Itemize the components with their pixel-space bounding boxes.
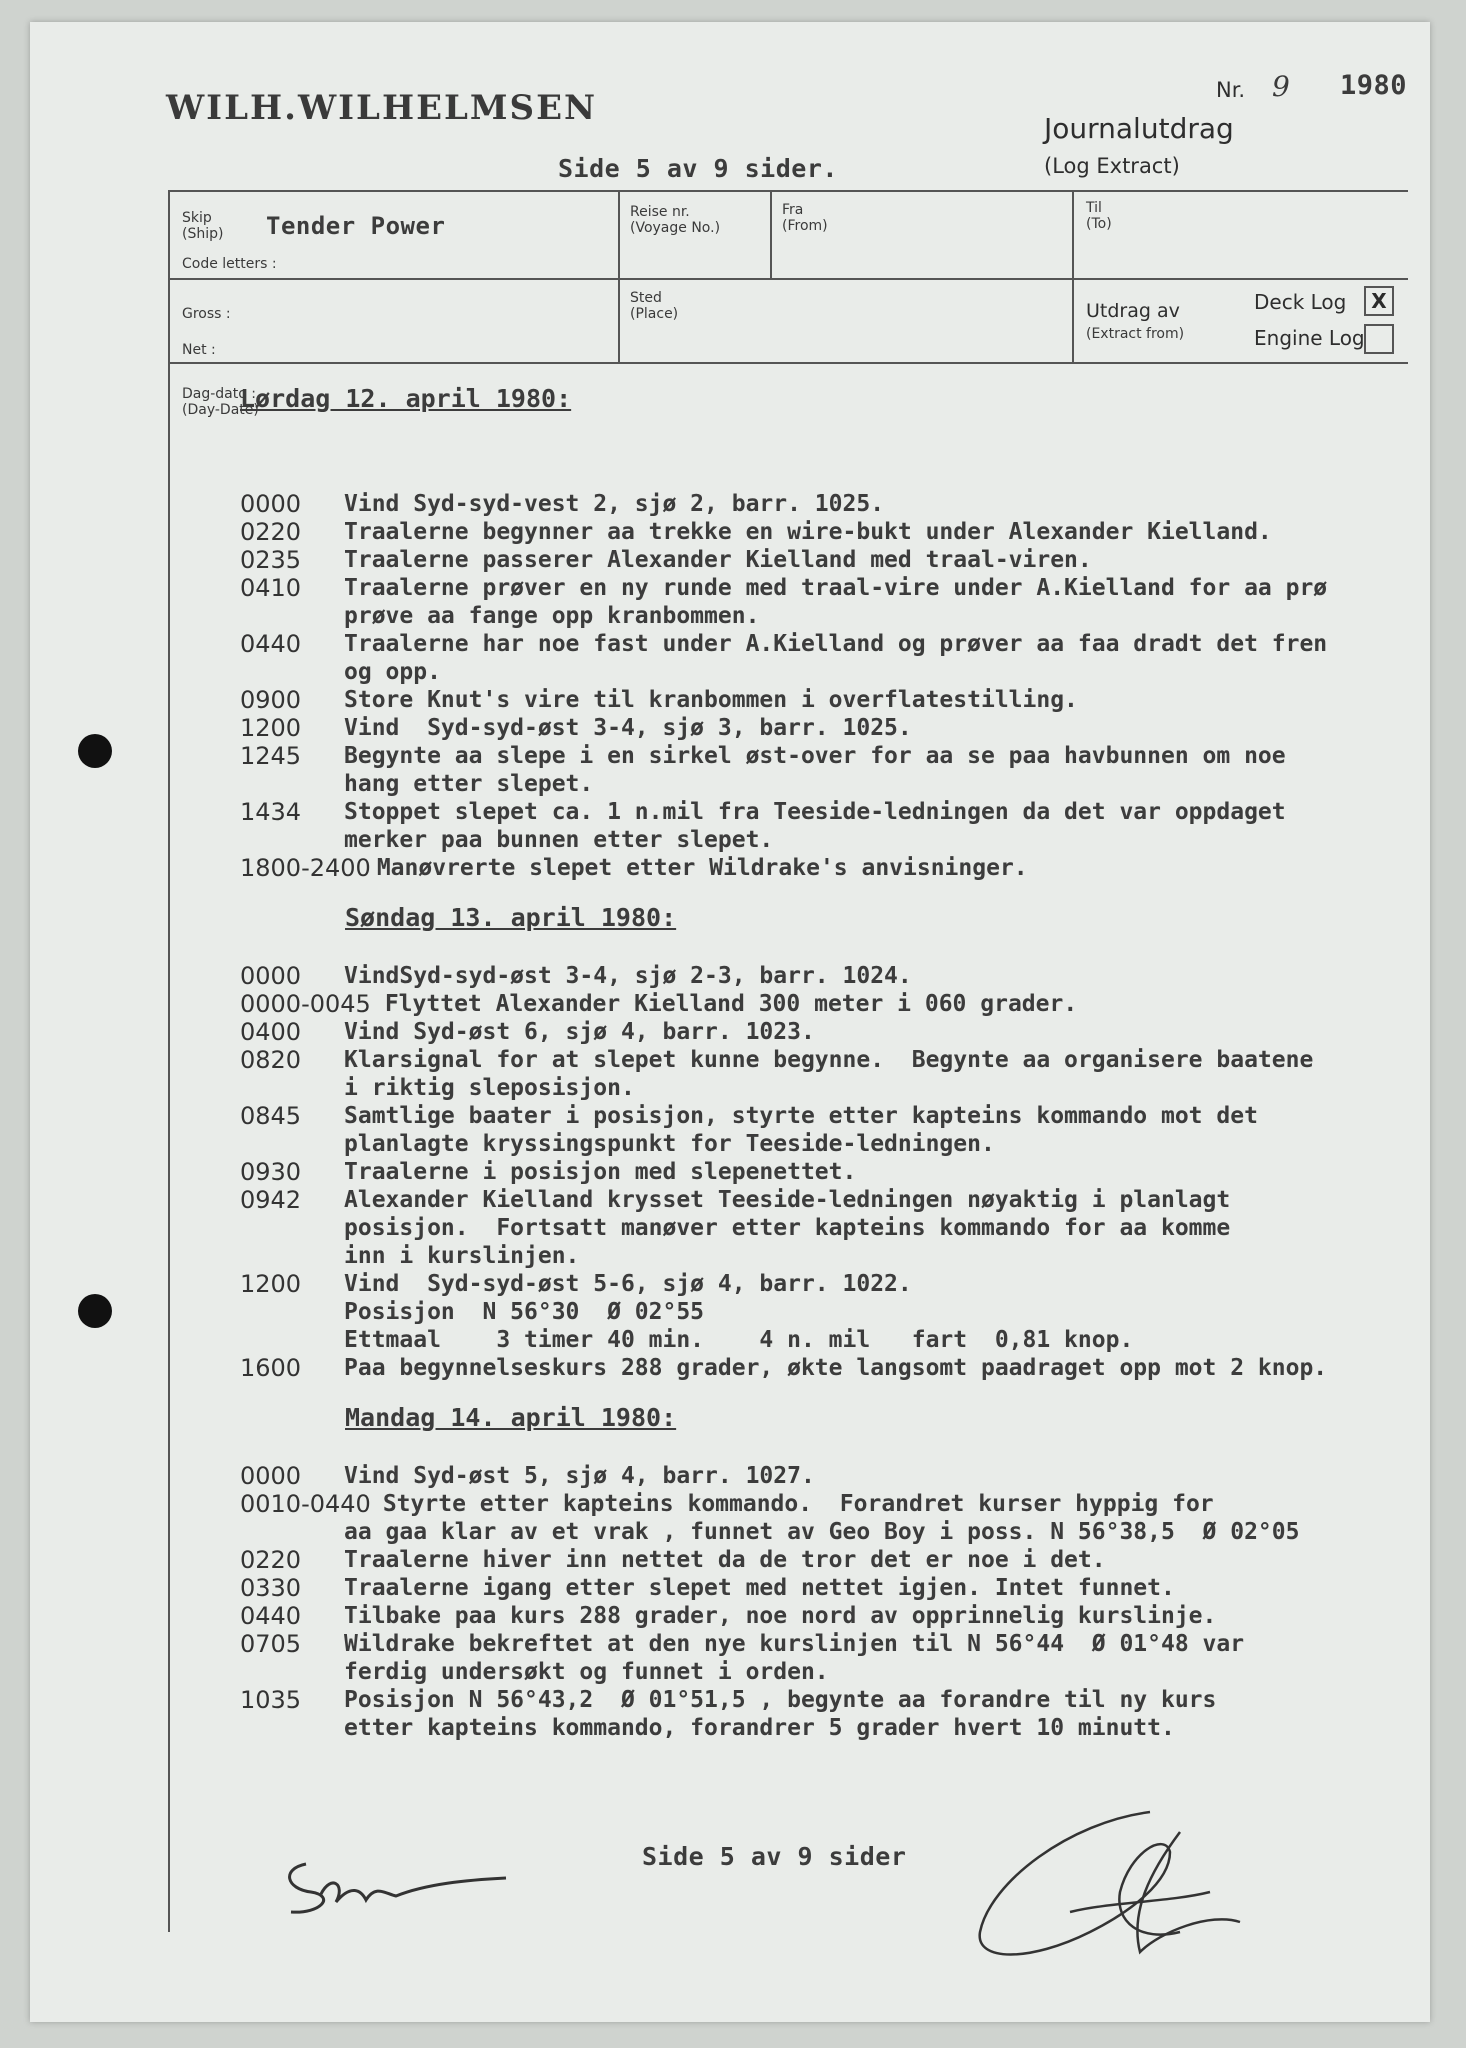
log-entry: 0220 Traalerne hiver inn nettet da de tror det er noe i det. — [240, 1546, 1106, 1574]
log-entry: 0235 Traalerne passerer Alexander Kielland med traal-viren. — [240, 546, 1092, 574]
log-entry: 0942 Alexander Kielland krysset Teeside-ledningen nøyaktig i planlagt — [240, 1186, 1231, 1214]
log-entry-cont: hang etter slepet. — [344, 771, 594, 797]
form-col-1 — [618, 190, 620, 362]
log-entry-cont: og opp. — [344, 659, 441, 685]
day-date-label: Dag-dato : (Day-Date) — [182, 386, 259, 418]
log-entry: 1600 Paa begynnelseskurs 288 grader, økte langsomt paadraget opp mot 2 knop. — [240, 1354, 1328, 1382]
log-entry: 0410 Traalerne prøver en ny runde med traal-vire under A.Kielland for aa prø — [240, 574, 1328, 602]
gross-label: Gross : — [182, 306, 231, 322]
log-entry-cont: planlagte kryssingspunkt for Teeside-ledningen. — [344, 1131, 995, 1157]
form-divider-2 — [168, 278, 1408, 280]
page-subtitle: (Log Extract) — [1044, 154, 1180, 178]
log-entry: 0000 VindSyd-syd-øst 3-4, sjø 2-3, barr. 1024. — [240, 962, 912, 990]
log-entry: 0010-0440 Styrte etter kapteins kommando. Forandret kurser hyppig for — [240, 1490, 1214, 1518]
log-entry: 0440 Tilbake paa kurs 288 grader, noe nord av opprinnelig kurslinje. — [240, 1602, 1217, 1630]
from-label: Fra (From) — [782, 202, 828, 234]
log-entry-cont: etter kapteins kommando, forandrer 5 grader hvert 10 minutt. — [344, 1715, 1175, 1741]
year: 1980 — [1340, 70, 1408, 101]
extract-from-label-en: (Extract from) — [1086, 326, 1185, 342]
log-entry: 1800-2400 Manøvrerte slepet etter Wildrake's anvisninger. — [240, 854, 1028, 882]
log-entry: 0900 Store Knut's vire til kranbommen i overflatestilling. — [240, 686, 1078, 714]
ship-name: Tender Power — [266, 212, 446, 240]
code-letters-label: Code letters : — [182, 256, 277, 272]
log-entry: 0000-0045 Flyttet Alexander Kielland 300 meter i 060 grader. — [240, 990, 1078, 1018]
deck-log-label: Deck Log — [1254, 290, 1347, 314]
log-entry-cont: Ettmaal 3 timer 40 min. 4 n. mil fart 0,81 knop. — [344, 1327, 1134, 1353]
nr-value: 9 — [1272, 70, 1290, 103]
punch-hole-bottom — [78, 1294, 112, 1328]
day-heading-3: Mandag 14. april 1980: — [345, 1403, 677, 1432]
extract-from-label: Utdrag av — [1086, 300, 1180, 322]
log-entries — [240, 490, 1430, 1742]
log-entry: 0705 Wildrake bekreftet at den nye kurslinjen til N 56°44 Ø 01°48 var — [240, 1630, 1245, 1658]
log-entry: 0845 Samtlige baater i posisjon, styrte etter kapteins kommando mot det — [240, 1102, 1258, 1130]
net-label: Net : — [182, 342, 216, 358]
signature-left — [276, 1854, 516, 1928]
day-heading-1: Lørdag 12. april 1980: — [240, 384, 572, 413]
nr-label: Nr. — [1216, 78, 1246, 102]
log-entry-cont: prøve aa fange opp kranbommen. — [344, 603, 760, 629]
log-entry-cont: merker paa bunnen etter slepet. — [344, 827, 774, 853]
log-entry: 0330 Traalerne igang etter slepet med nettet igjen. Intet funnet. — [240, 1574, 1175, 1602]
log-entry-cont: inn i kurslinjen. — [344, 1243, 580, 1269]
log-entry: 0400 Vind Syd-øst 6, sjø 4, barr. 1023. — [240, 1018, 815, 1046]
day-heading-2: Søndag 13. april 1980: — [345, 903, 677, 932]
log-entry-cont: i riktig sleposisjon. — [344, 1075, 635, 1101]
log-entry: 0440 Traalerne har noe fast under A.Kielland og prøver aa faa dradt det fren — [240, 630, 1328, 658]
page-count-top: Side 5 av 9 sider. — [558, 154, 838, 183]
log-entry-cont: posisjon. Fortsatt manøver etter kapteins kommando for aa komme — [344, 1215, 1231, 1241]
log-sheet — [30, 22, 1430, 2022]
punch-hole-top — [78, 734, 112, 768]
engine-log-checkbox[interactable] — [1364, 324, 1394, 354]
log-entry: 0930 Traalerne i posisjon med slepenettet. — [240, 1158, 857, 1186]
place-label: Sted (Place) — [630, 290, 679, 322]
form-col-2 — [770, 190, 772, 278]
log-entry: 0000 Vind Syd-syd-vest 2, sjø 2, barr. 1025. — [240, 490, 885, 518]
page-count-bottom: Side 5 av 9 sider — [642, 1842, 907, 1871]
page-title: Journalutdrag — [1044, 112, 1234, 145]
form-divider-1 — [168, 190, 1408, 192]
engine-log-label: Engine Log — [1254, 326, 1365, 350]
log-entry-cont: Posisjon N 56°30 Ø 02°55 — [344, 1299, 705, 1325]
log-entry: 1200 Vind Syd-syd-øst 5-6, sjø 4, barr. 1022. — [240, 1270, 912, 1298]
log-entry: 0820 Klarsignal for at slepet kunne begynne. Begynte aa organisere baatene — [240, 1046, 1314, 1074]
skip-label: Skip (Ship) — [182, 210, 224, 242]
log-entry-cont: aa gaa klar av et vrak , funnet av Geo Boy i poss. N 56°38,5 Ø 02°05 — [344, 1519, 1300, 1545]
log-entry: 1245 Begynte aa slepe i en sirkel øst-over for aa se paa havbunnen om noe — [240, 742, 1286, 770]
to-label: Til (To) — [1086, 200, 1112, 232]
log-entry: 1035 Posisjon N 56°43,2 Ø 01°51,5 , begynte aa forandre til ny kurs — [240, 1686, 1217, 1714]
log-entry: 0000 Vind Syd-øst 5, sjø 4, barr. 1027. — [240, 1462, 815, 1490]
log-entry: 1434 Stoppet slepet ca. 1 n.mil fra Teeside-ledningen da det var oppdaget — [240, 798, 1286, 826]
log-entry: 0220 Traalerne begynner aa trekke en wire-bukt under Alexander Kielland. — [240, 518, 1272, 546]
log-entry-cont: ferdig undersøkt og funnet i orden. — [344, 1659, 829, 1685]
deck-log-checkbox[interactable]: X — [1364, 286, 1394, 316]
signature-right — [950, 1792, 1270, 1976]
company-name: WILH.WILHELMSEN — [166, 88, 598, 128]
form-divider-3 — [168, 362, 1408, 364]
voyage-label: Reise nr. (Voyage No.) — [630, 204, 721, 236]
log-entry: 1200 Vind Syd-syd-øst 3-4, sjø 3, barr. 1025. — [240, 714, 912, 742]
form-col-3 — [1072, 190, 1074, 362]
